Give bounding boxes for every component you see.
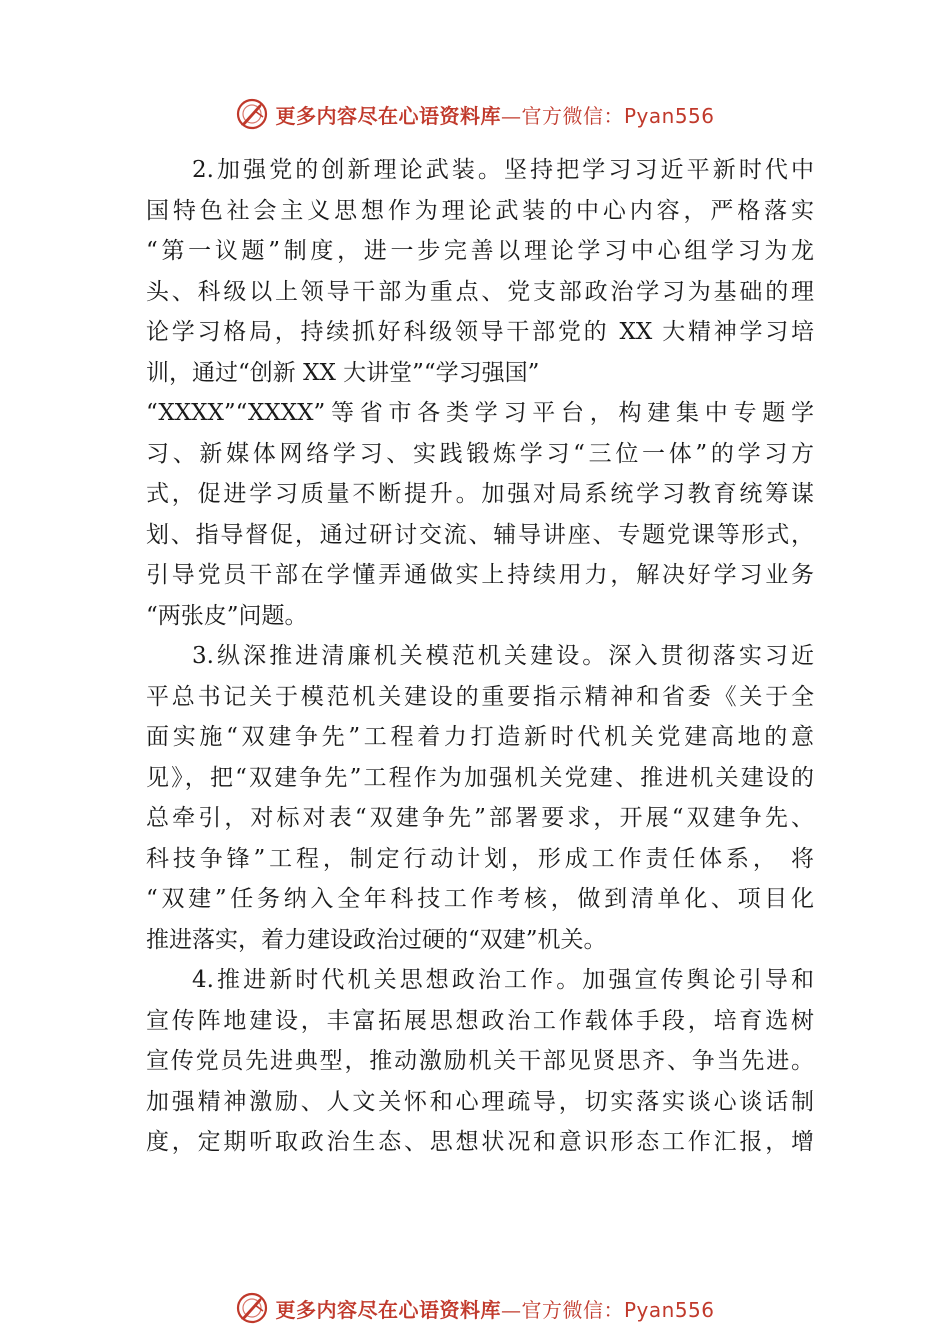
body-line: 总牵引，对标对表“双建争先”部署要求，开展“双建争先、 <box>146 805 814 831</box>
body-line: 训，通过“创新 XX 大讲堂”“学习强国” <box>146 359 540 386</box>
header-wechat-id: Pyan556 <box>623 103 715 128</box>
body-line: 推进落实，着力建设政治过硬的“双建”机关。 <box>146 926 607 953</box>
body-line: 国特色社会主义思想作为理论武装的中心内容，严格落实 <box>146 197 814 224</box>
body-line: 面实施“双建争先”工程着力打造新时代机关党建高地的意 <box>146 724 814 750</box>
footer-wechat-label: 官方微信： <box>521 1297 624 1322</box>
header-banner <box>0 94 950 134</box>
footer-banner <box>0 1288 950 1328</box>
body-line: 见》，把“双建争先”工程作为加强机关党建、推进机关建设的 <box>146 764 814 791</box>
body-line: 划、指导督促，通过研讨交流、辅导讲座、专题党课等形式， <box>146 521 814 548</box>
header-text <box>275 100 714 129</box>
body-line: 宣传党员先进典型，推动激励机关干部见贤思齐、争当先进。 <box>146 1048 814 1074</box>
quill-seal-logo-icon <box>235 97 269 131</box>
header-wechat-label: 官方微信： <box>521 103 624 128</box>
body-line: “两张皮”问题。 <box>146 602 308 629</box>
body-line: “XXXX”“XXXX”等省市各类学习平台，构建集中专题学 <box>146 400 814 426</box>
body-line: 4.推进新时代机关思想政治工作。加强宣传舆论引导和 <box>192 967 814 993</box>
body-line: 3.纵深推进清廉机关模范机关建设。深入贯彻落实习近 <box>192 643 814 669</box>
body-line: 度，定期听取政治生态、思想状况和意识形态工作汇报，增 <box>146 1129 814 1155</box>
body-line: 科技争锋”工程，制定行动计划，形成工作责任体系， 将 <box>146 845 814 872</box>
body-line: “第一议题”制度，进一步完善以理论学习中心组学习为龙 <box>146 238 814 264</box>
footer-wechat-id: Pyan556 <box>623 1297 715 1322</box>
body-line: 2.加强党的创新理论武装。坚持把学习习近平新时代中 <box>192 157 814 183</box>
body-line: 宣传阵地建设，丰富拓展思想政治工作载体手段，培育选树 <box>146 1007 814 1034</box>
quill-seal-logo-icon <box>235 1291 269 1325</box>
body-line: 式，促进学习质量不断提升。加强对局系统学习教育统筹谋 <box>146 481 814 507</box>
body-line: 习、新媒体网络学习、实践锻炼学习“三位一体”的学习方 <box>146 440 814 467</box>
document-body <box>146 150 814 1163</box>
header-dash: — <box>500 103 522 128</box>
body-line: “双建”任务纳入全年科技工作考核，做到清单化、项目化 <box>146 886 814 912</box>
body-line: 论学习格局，持续抓好科级领导干部党的 XX 大精神学习培 <box>146 319 814 345</box>
footer-dash: — <box>500 1297 522 1322</box>
body-line: 引导党员干部在学懂弄通做实上持续用力，解决好学习业务 <box>146 562 814 588</box>
body-line: 平总书记关于模范机关建设的重要指示精神和省委《关于全 <box>146 683 814 710</box>
footer-text <box>275 1294 714 1323</box>
body-line: 加强精神激励、人文关怀和心理疏导，切实落实谈心谈话制 <box>146 1088 814 1115</box>
footer-brand-text: 更多内容尽在心语资料库 <box>275 1297 501 1322</box>
body-line: 头、科级以上领导干部为重点、党支部政治学习为基础的理 <box>146 278 814 305</box>
header-brand-text: 更多内容尽在心语资料库 <box>275 103 501 128</box>
